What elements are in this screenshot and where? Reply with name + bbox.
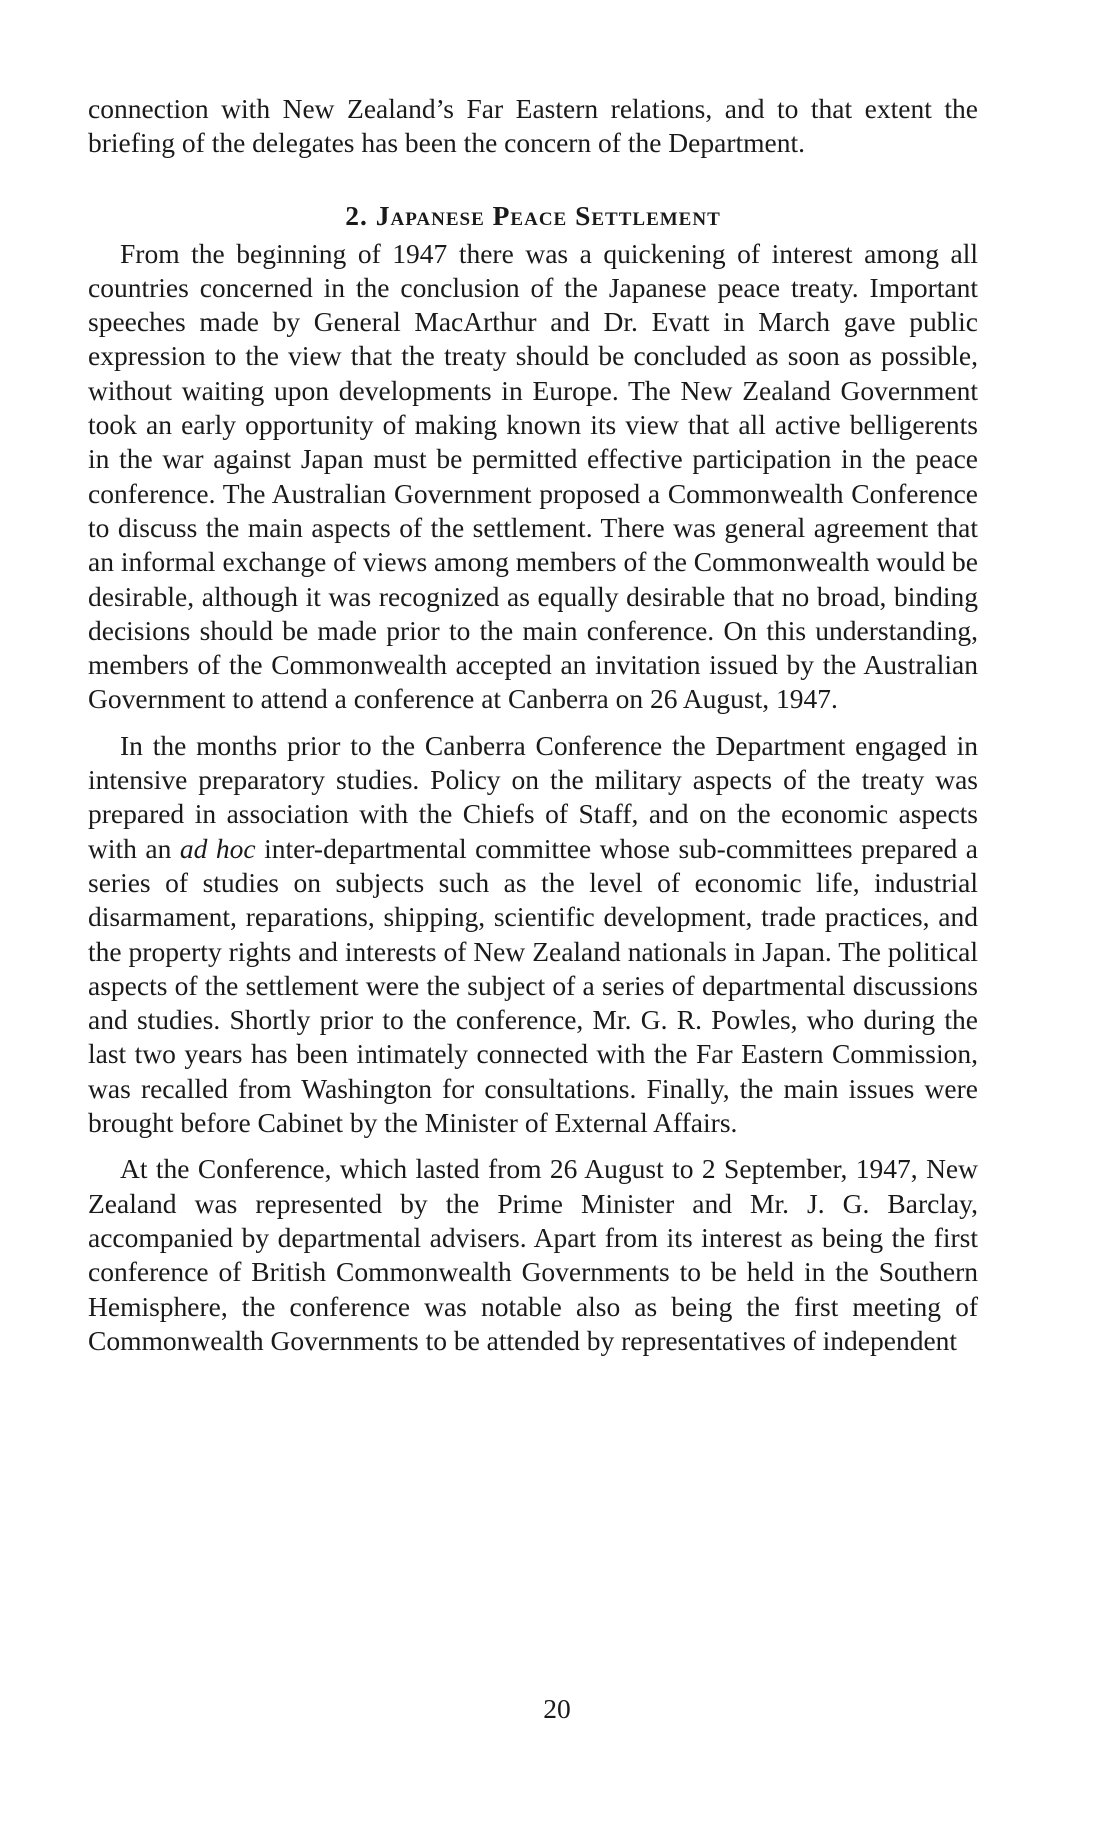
page-body xyxy=(88,92,978,1358)
paragraph-1: From the beginning of 1947 there was a quickening of interest among all countries concerned in the conclusion of the Japanese peace treaty. Important speeches made by General MacArthur and Dr. Evatt in March gave public expression to the view that the treaty should be concluded as soon as possible, without waiting upon developments in Europe. The New Zealand Government took an early opportunity of making known its view that all active belligerents in the war against Japan must be permitted effective participation in the peace conference. The Australian Government proposed a Commonwealth Conference to discuss the main aspects of the settlement. There was general agreement that an informal exchange of views among members of the Commonwealth would be desirable, although it was recognized as equally desirable that no broad, binding decisions should be made prior to the main conference. On this understanding, members of the Commonwealth accepted an invitation issued by the Australian Government to attend a conference at Canberra on 26 August, 1947. xyxy=(88,237,978,715)
section-heading xyxy=(88,199,978,233)
page-number: 20 xyxy=(543,1693,571,1724)
paragraph-2-start: In the months prior to the Canberra Conference the Department engaged in intensive preparatory studies. Policy on the military aspects of the treaty was prepared in association with the Chiefs of Staff, and on the economic aspects with an xyxy=(88,729,978,864)
section-title: Japanese Peace Settlement xyxy=(375,199,721,231)
italic-term: ad hoc xyxy=(179,832,256,864)
section-number: 2. xyxy=(345,199,368,231)
paragraph-2 xyxy=(88,729,978,1141)
paragraph-2-end: inter-departmental committee whose sub-committees prepared a series of studies on subjects such as the level of economic life, industrial disarmament, reparations, shipping, scientific development, trade practices, and the property rights and interests of New Zealand nationals in Japan. The political aspects of the settlement were the subject of a series of departmental discussions and studies. Shortly prior to the conference, Mr. G. R. Powles, who during the last two years has been intimately connected with the Far Eastern Commission, was recalled from Washington for consultations. Finally, the main issues were brought before Cabinet by the Minister of External Affairs. xyxy=(88,832,978,1139)
opening-paragraph: connection with New Zealand’s Far Eastern relations, and to that extent the briefing of the delegates has been the concern of the Department. xyxy=(88,93,978,159)
paragraph-3: At the Conference, which lasted from 26 August to 2 September, 1947, New Zealand was represented by the Prime Minister and Mr. J. G. Barclay, accompanied by departmental advisers. Apart from its interest as being the first conference of British Commonwealth Governments to be held in the Southern Hemisphere, the conference was notable also as being the first meeting of Commonwealth Governments to be attended by representatives of independent xyxy=(88,1153,978,1356)
